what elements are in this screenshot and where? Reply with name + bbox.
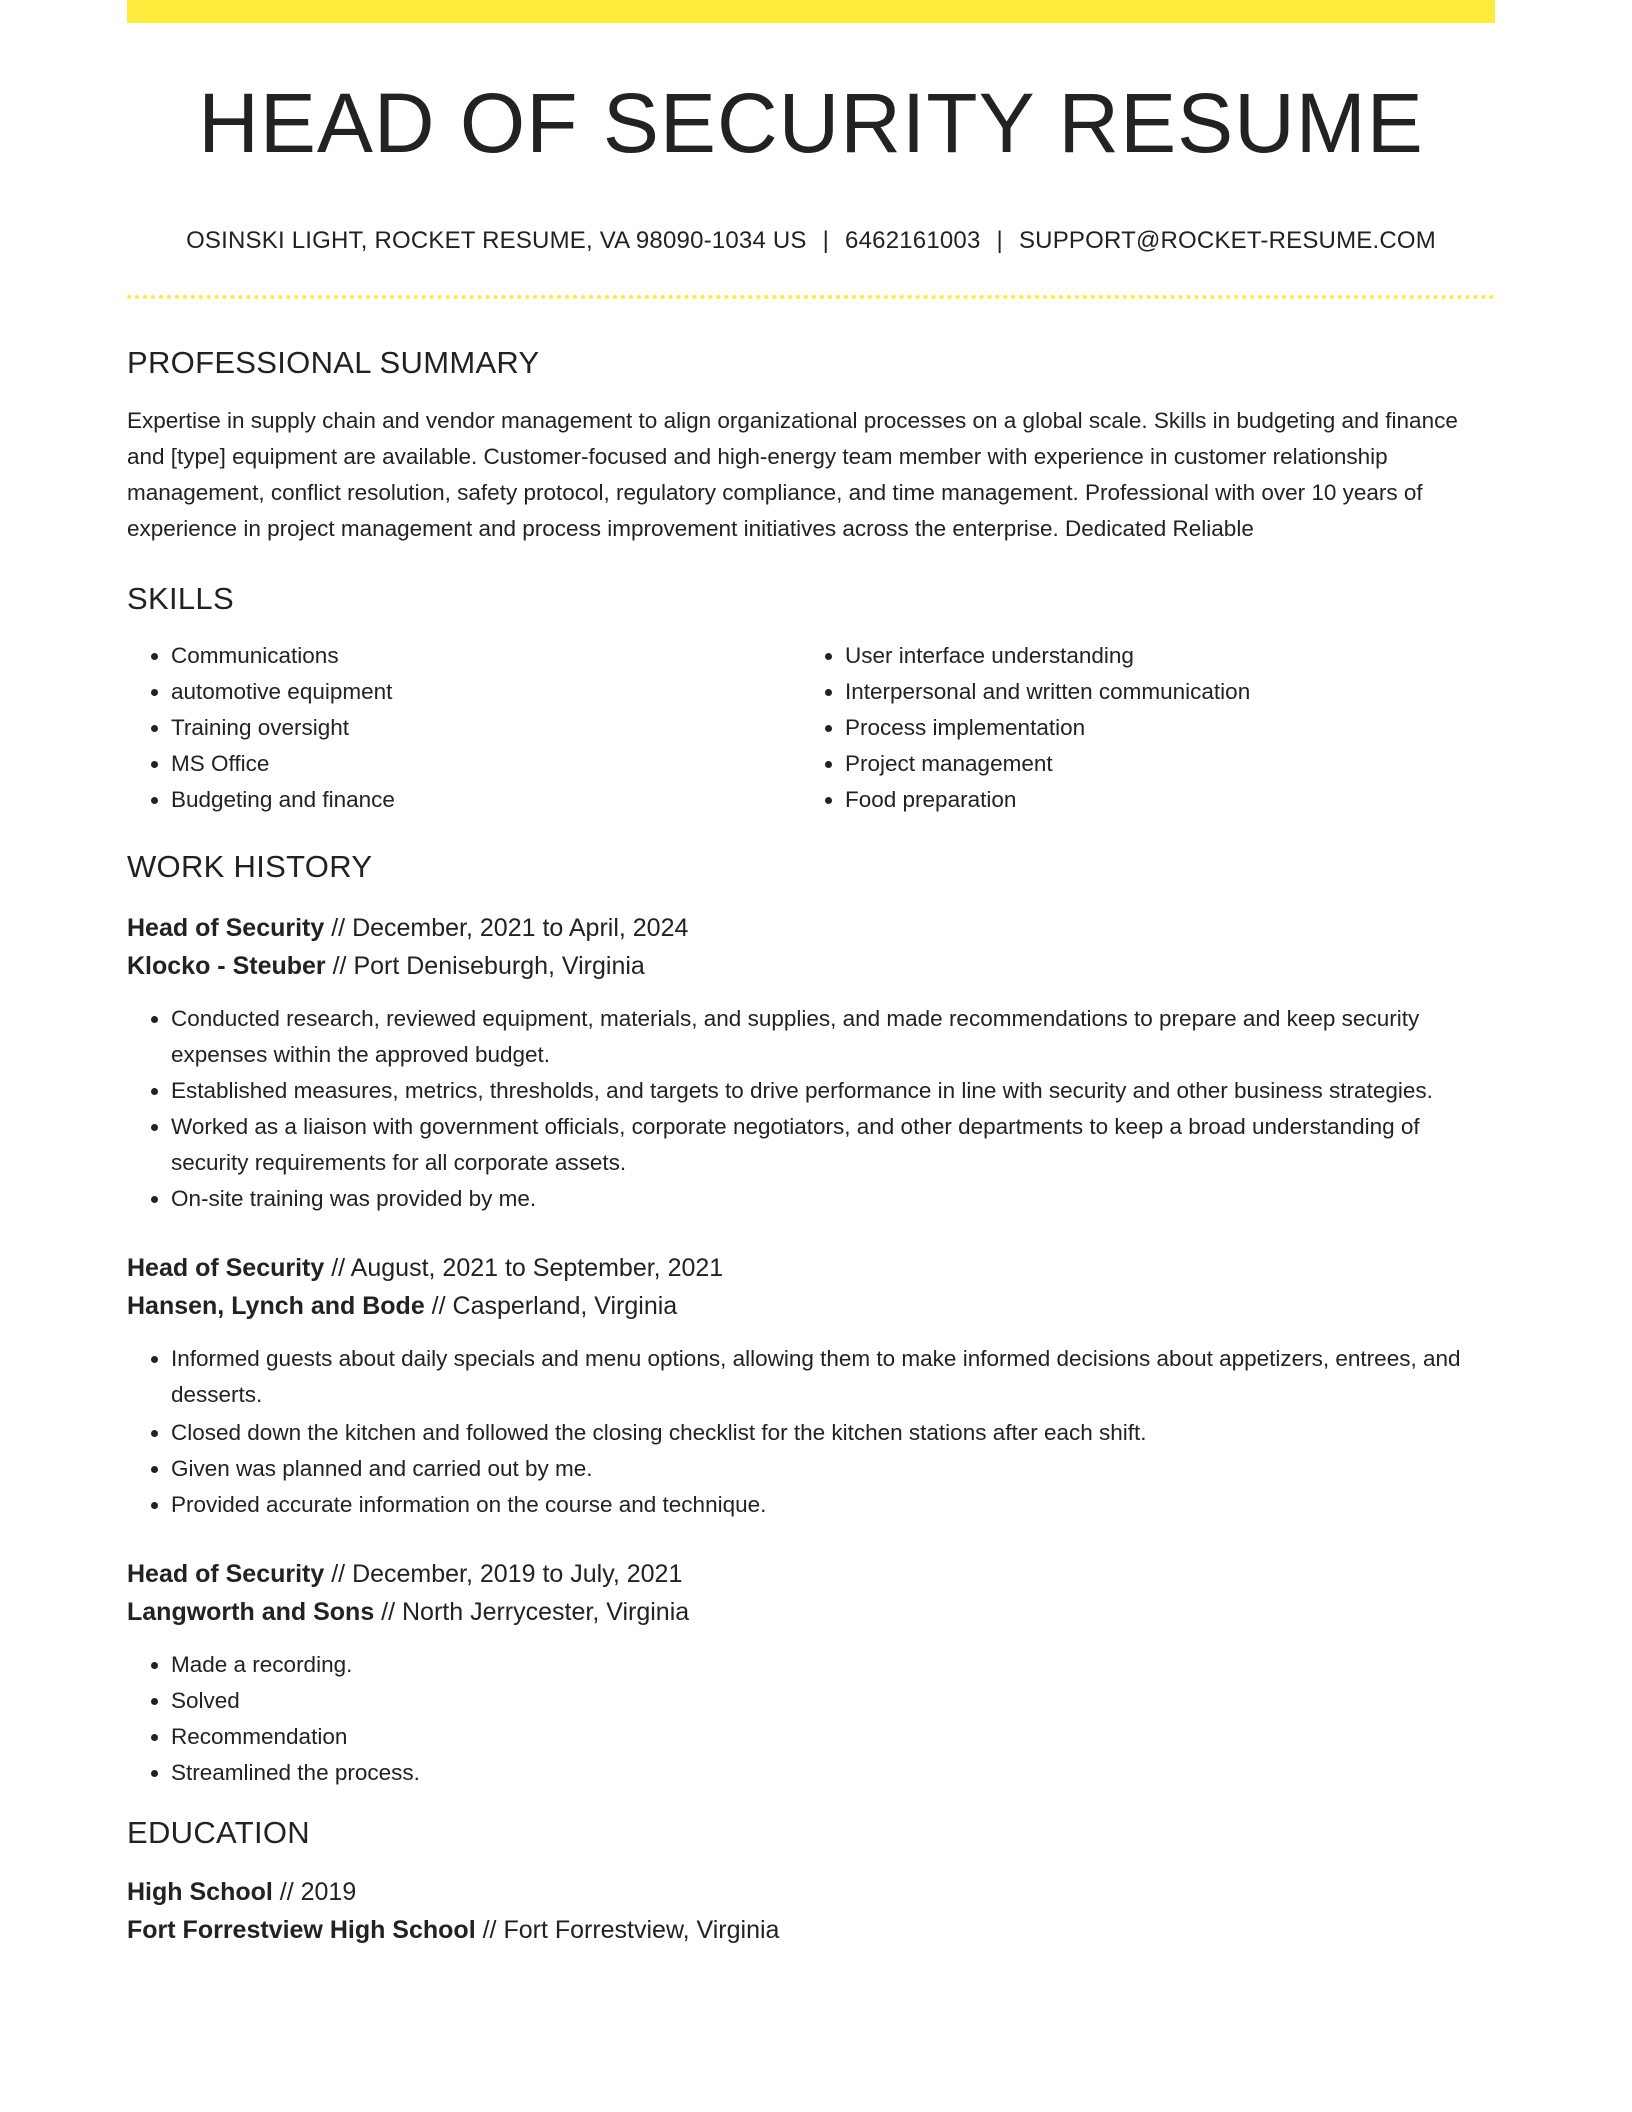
job-bullet: • Given was planned and carried out by me. — [171, 1451, 1495, 1487]
dotted-divider — [127, 295, 1495, 299]
skill-item: • Food preparation — [845, 782, 1475, 818]
job-bullets — [127, 1647, 1495, 1791]
job-bullet: • Streamlined the process. — [171, 1755, 1495, 1791]
education-entry — [127, 1873, 1495, 1949]
job-company: Hansen, Lynch and Bode — [127, 1292, 425, 1320]
job-bullet: • On-site training was provided by me. — [171, 1181, 1495, 1217]
job-title: Head of Security — [127, 1560, 325, 1588]
education-heading: EDUCATION — [127, 1815, 310, 1850]
skills-columns — [127, 638, 1495, 818]
job-location: // Casperland, Virginia — [424, 1292, 678, 1320]
education-location: // Fort Forrestview, Virginia — [475, 1916, 780, 1944]
job-dates: // December, 2021 to April, 2024 — [324, 914, 689, 942]
skill-item: • Process implementation — [845, 710, 1475, 746]
contact-address: OSINSKI LIGHT, ROCKET RESUME, VA 98090-1034 US — [186, 227, 807, 254]
work-history-heading: WORK HISTORY — [127, 849, 373, 884]
job-bullet: • Conducted research, reviewed equipment, materials, and supplies, and made recommendations to prepare and keep security expenses within the approved budget. — [171, 1001, 1495, 1073]
job-company-line — [127, 947, 1495, 985]
job-bullet: • Made a recording. — [171, 1647, 1495, 1683]
skill-item: • User interface understanding — [845, 638, 1475, 674]
job-title-line — [127, 1555, 1495, 1593]
job-header — [127, 909, 1495, 985]
job-company-line — [127, 1287, 1495, 1325]
job-title-line — [127, 1249, 1495, 1287]
job-title: Head of Security — [127, 914, 325, 942]
skill-item: • Project management — [845, 746, 1475, 782]
education-school: Fort Forrestview High School — [127, 1916, 476, 1944]
job-bullet: • Provided accurate information on the course and technique. — [171, 1487, 1495, 1523]
job-header — [127, 1555, 1495, 1631]
skill-item: • MS Office — [171, 746, 801, 782]
job-bullet: • Solved — [171, 1683, 1495, 1719]
top-accent-bar — [127, 0, 1495, 23]
skill-item: • Communications — [171, 638, 801, 674]
job-bullets — [127, 1001, 1495, 1217]
job-company-line — [127, 1593, 1495, 1631]
job-dates: // August, 2021 to September, 2021 — [324, 1254, 724, 1282]
job-company: Klocko - Steuber — [127, 952, 326, 980]
education-degree-line — [127, 1873, 1495, 1911]
skills-list-left — [127, 638, 801, 818]
job-bullet: • Recommendation — [171, 1719, 1495, 1755]
summary-text: Expertise in supply chain and vendor management to align organizational processes on a global scale. Skills in budgeting and finance and [type] equipment are available. Customer-focused and high-energy team member with experience in customer relationship management, conflict resolution, safety protocol, regulatory compliance, and time management. Professional with over 10 years of experience in project management and process improvement initiatives across the enterprise. Dedicated Reliable — [127, 408, 1458, 541]
job-bullet: • Worked as a liaison with government officials, corporate negotiators, and other departments to keep a broad understanding of security requirements for all corporate assets. — [171, 1109, 1495, 1181]
contact-email: SUPPORT@ROCKET-RESUME.COM — [1018, 227, 1436, 254]
skill-item: • automotive equipment — [171, 674, 801, 710]
job-bullets — [127, 1341, 1495, 1523]
job-location: // Port Deniseburgh, Virginia — [325, 952, 645, 980]
contact-separator: | — [996, 227, 1003, 254]
skill-item: • Interpersonal and written communication — [845, 674, 1475, 710]
contact-phone: 6462161003 — [845, 227, 981, 254]
job-bullet: • Established measures, metrics, thresholds, and targets to drive performance in line with security and other business strategies. — [171, 1073, 1495, 1109]
summary-heading: PROFESSIONAL SUMMARY — [127, 345, 540, 380]
job-dates: // December, 2019 to July, 2021 — [324, 1560, 683, 1588]
job-header — [127, 1249, 1495, 1325]
contact-separator: | — [822, 227, 830, 254]
skills-heading: SKILLS — [127, 581, 234, 616]
resume-title: HEAD OF SECURITY RESUME — [198, 76, 1424, 170]
education-year: // 2019 — [272, 1878, 357, 1906]
job-location: // North Jerrycester, Virginia — [374, 1598, 690, 1626]
education-school-line — [127, 1911, 1495, 1949]
contact-line — [127, 227, 1495, 255]
job-company: Langworth and Sons — [127, 1598, 375, 1626]
job-bullet: • Informed guests about daily specials and menu options, allowing them to make informed decisions about appetizers, entrees, and desserts. — [171, 1341, 1495, 1413]
skills-list-right — [801, 638, 1475, 818]
skill-item: • Budgeting and finance — [171, 782, 801, 818]
education-degree: High School — [127, 1878, 273, 1906]
job-title-line — [127, 909, 1495, 947]
skill-item: • Training oversight — [171, 710, 801, 746]
resume-page — [127, 0, 1495, 1949]
job-bullet: • Closed down the kitchen and followed the closing checklist for the kitchen stations after each shift. — [171, 1415, 1495, 1451]
job-title: Head of Security — [127, 1254, 325, 1282]
